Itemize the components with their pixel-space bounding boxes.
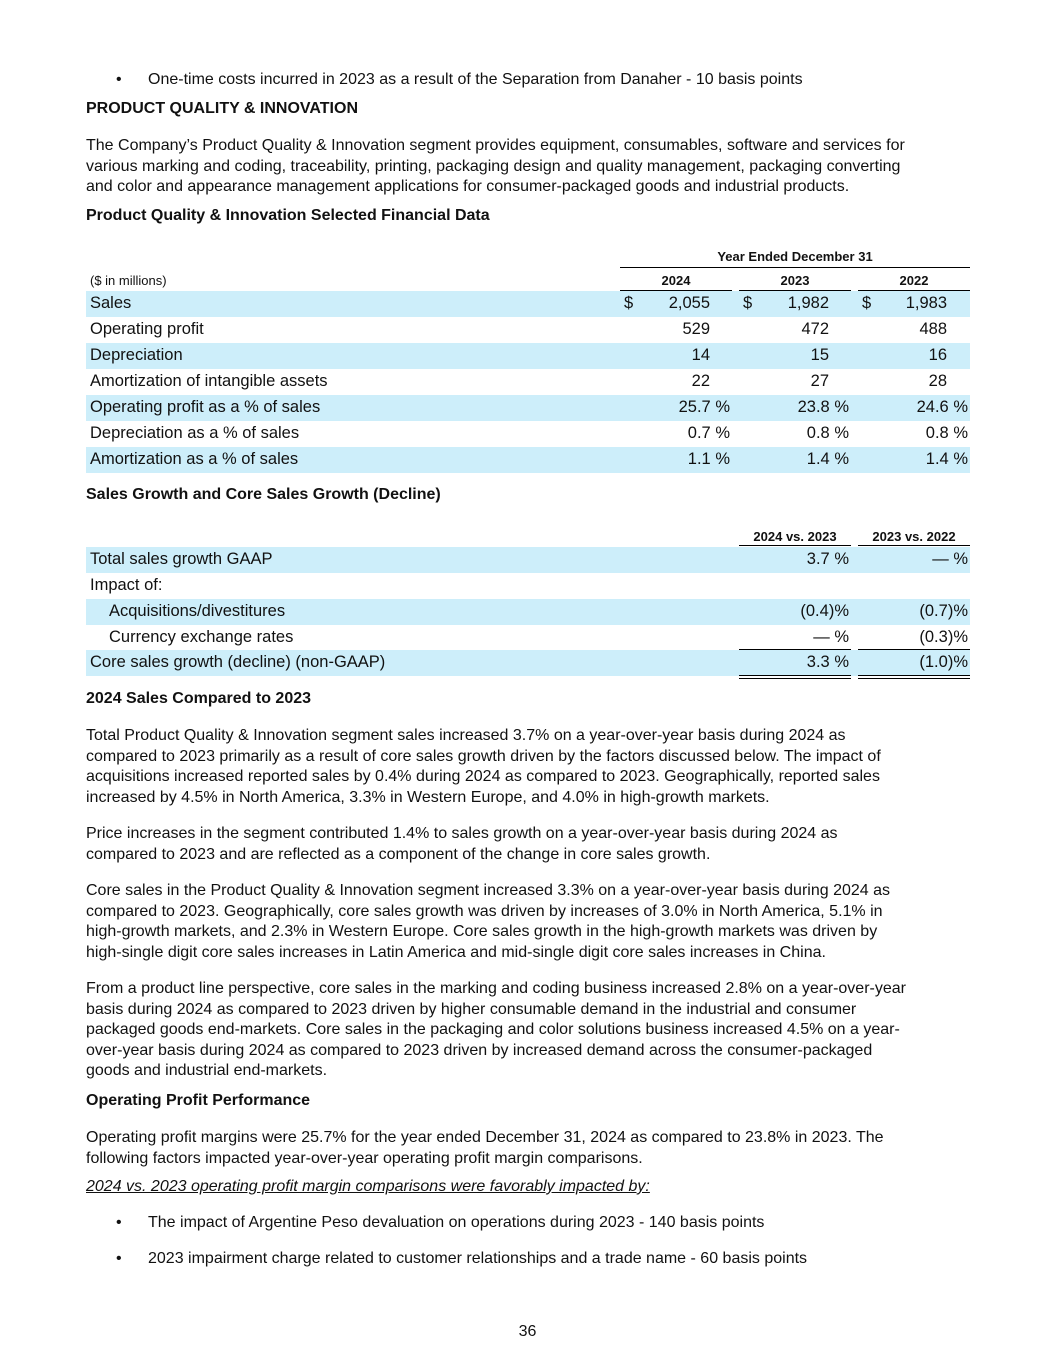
row-label: Acquisitions/divestitures (109, 602, 286, 620)
value-2023: 1.4 % (806, 450, 849, 468)
table-row (86, 317, 970, 343)
value-2023: 27 (810, 372, 829, 390)
value-2023: 23.8 % (797, 398, 849, 416)
currency-symbol: $ (624, 294, 634, 312)
row-label: Impact of: (90, 576, 163, 594)
value-2023: 15 (810, 346, 829, 364)
paragraph-line: compared to 2023 and are reflected as a component of the change in core sales growth. (86, 845, 711, 863)
table-row (86, 421, 970, 447)
year-header: Year Ended December 31 (620, 249, 970, 268)
row-label: Operating profit (90, 320, 204, 338)
paragraph-line: high-growth markets, and 2.3% in Western Europe. Core sales growth in the high-growth markets was driven by (86, 923, 878, 941)
paragraph-line: increased by 4.5% in North America, 3.3% in Western Europe, and 4.0% in high-growth markets. (86, 788, 770, 806)
value-2024-vs-2023: — % (813, 628, 849, 646)
paragraph-line: various marking and coding, traceability, printing, packaging design and quality management, packaging converting (86, 157, 901, 175)
paragraph-line: compared to 2023. Geographically, core sales growth was driven by increases of 3.0% in North America, 5.1% in (86, 902, 883, 920)
value-2023: 472 (801, 320, 829, 338)
paragraph-line: acquisitions increased reported sales by 0.4% during 2024 as compared to 2023. Geographically, reported sales (86, 768, 880, 786)
paragraph-line: compared to 2023 primarily as a result of core sales growth driven by the factors discussed below. The impact of (86, 747, 881, 765)
paragraph-line: From a product line perspective, core sales in the marking and coding business increased 2.8% on a year-over-year (86, 980, 906, 997)
value-2024: 529 (682, 320, 710, 338)
table-row (86, 625, 970, 651)
value-2023: 1,982 (787, 294, 829, 312)
sales-heading: 2024 Sales Compared to 2023 (86, 690, 312, 707)
row-label: Depreciation (90, 346, 183, 364)
total-double-rule (858, 675, 970, 679)
paragraph-line: Core sales in the Product Quality & Innovation segment increased 3.3% on a year-over-year basis during 2024 as (86, 882, 890, 899)
currency-symbol: $ (743, 294, 753, 312)
row-label: Total sales growth GAAP (90, 550, 273, 568)
value-2024: 0.7 % (687, 424, 730, 442)
sales-growth-table (86, 526, 970, 680)
table-row (86, 573, 970, 599)
bullet-text: 2023 impairment charge related to customer relationships and a trade name - 60 basis points (148, 1250, 808, 1267)
row-label: Amortization of intangible assets (90, 372, 328, 390)
value-2022: 1.4 % (925, 450, 968, 468)
paragraph-line: Price increases in the segment contributed 1.4% to sales growth on a year-over-year basis during 2024 as (86, 825, 838, 842)
operating-profit-paragraph (86, 1128, 970, 1169)
row-label: Depreciation as a % of sales (90, 424, 300, 442)
row-label: Core sales growth (decline) (non-GAAP) (90, 653, 386, 671)
value-2022: 488 (919, 320, 947, 338)
growth-table-title: Sales Growth and Core Sales Growth (Decline) (86, 486, 441, 503)
value-2023-vs-2022: — % (932, 550, 968, 568)
value-2024-vs-2023: 3.7 % (806, 550, 849, 568)
column-header-2022: 2022 (858, 273, 970, 291)
sales-paragraph-3 (86, 881, 970, 963)
row-label: Sales (90, 294, 132, 312)
page-number: 36 (518, 1323, 537, 1340)
table-row (86, 447, 970, 473)
paragraph-line: high-single digit core sales increases in Latin America and mid-single digit core sales increases in China. (86, 943, 826, 961)
paragraph-line: goods and industrial end-markets. (86, 1062, 328, 1080)
bullet-marker: • (116, 1214, 122, 1231)
table-row (86, 395, 970, 421)
currency-symbol: $ (862, 294, 872, 312)
units-label: ($ in millions) (90, 273, 167, 288)
row-label: Currency exchange rates (109, 628, 294, 646)
value-2024-vs-2023: 3.3 % (806, 653, 849, 671)
bullet-marker: • (116, 1250, 122, 1267)
row-label: Operating profit as a % of sales (90, 398, 321, 416)
paragraph-line: Operating profit margins were 25.7% for the year ended December 31, 2024 as compared to 23.8% in 2023. The (86, 1129, 884, 1146)
value-2023-vs-2022: (1.0)% (919, 653, 968, 671)
paragraph-line: The Company’s Product Quality & Innovation segment provides equipment, consumables, software and services for (86, 137, 905, 154)
sales-paragraph-4 (86, 979, 970, 1082)
bullet-text: The impact of Argentine Peso devaluation on operations during 2023 - 140 basis points (148, 1214, 765, 1231)
value-2022: 24.6 % (916, 398, 968, 416)
paragraph-line: basis during 2024 as compared to 2023 driven by higher consumable demand in the industrial and consumer (86, 1000, 857, 1018)
table-row (86, 547, 970, 573)
section-title: PRODUCT QUALITY & INNOVATION (86, 100, 358, 117)
column-header-2023-vs-2022: 2023 vs. 2022 (858, 529, 970, 546)
paragraph-line: following factors impacted year-over-year operating profit margin comparisons. (86, 1149, 643, 1167)
paragraph-line: over-year basis during 2024 as compared to 2023 driven by increased demand across the consumer-packaged (86, 1041, 873, 1059)
sales-paragraph-1 (86, 726, 970, 808)
favorable-impacts-subheading: 2024 vs. 2023 operating profit margin comparisons were favorably impacted by: (86, 1178, 650, 1195)
value-2024: 2,055 (668, 294, 710, 312)
value-2022: 28 (928, 372, 947, 390)
value-2024-vs-2023: (0.4)% (800, 602, 849, 620)
column-header-2023: 2023 (739, 273, 851, 291)
value-2023-vs-2022: (0.3)% (919, 628, 968, 646)
value-2024: 25.7 % (678, 398, 730, 416)
paragraph-line: and color and appearance management applications for consumer-packaged goods and industrial products. (86, 178, 850, 196)
table-row (86, 369, 970, 395)
sales-paragraph-2 (86, 824, 970, 865)
table-row (86, 343, 970, 369)
financial-data-table (86, 249, 970, 471)
value-2024: 1.1 % (687, 450, 730, 468)
value-2022: 16 (928, 346, 947, 364)
intro-paragraph (86, 136, 970, 198)
table-row (86, 599, 970, 625)
total-double-rule (739, 675, 851, 679)
bullet-text: One-time costs incurred in 2023 as a result of the Separation from Danaher - 10 basis points (148, 71, 803, 88)
table-row (86, 291, 970, 317)
value-2024: 14 (691, 346, 710, 364)
value-2022: 0.8 % (925, 424, 968, 442)
value-2023-vs-2022: (0.7)% (919, 602, 968, 620)
row-label: Amortization as a % of sales (90, 450, 299, 468)
value-2024: 22 (691, 372, 710, 390)
paragraph-line: packaged goods end-markets. Core sales in the packaging and color solutions business increased 4.5% on a year- (86, 1021, 900, 1039)
value-2022: 1,983 (905, 294, 947, 312)
column-header-2024: 2024 (620, 273, 732, 291)
value-2023: 0.8 % (806, 424, 849, 442)
column-header-2024-vs-2023: 2024 vs. 2023 (739, 529, 851, 546)
bullet-marker: • (116, 71, 122, 88)
table-row (86, 650, 970, 676)
operating-profit-heading: Operating Profit Performance (86, 1092, 311, 1109)
paragraph-line: Total Product Quality & Innovation segment sales increased 3.7% on a year-over-year basis during 2024 as (86, 727, 846, 744)
fin-table-title: Product Quality & Innovation Selected Financial Data (86, 207, 490, 224)
